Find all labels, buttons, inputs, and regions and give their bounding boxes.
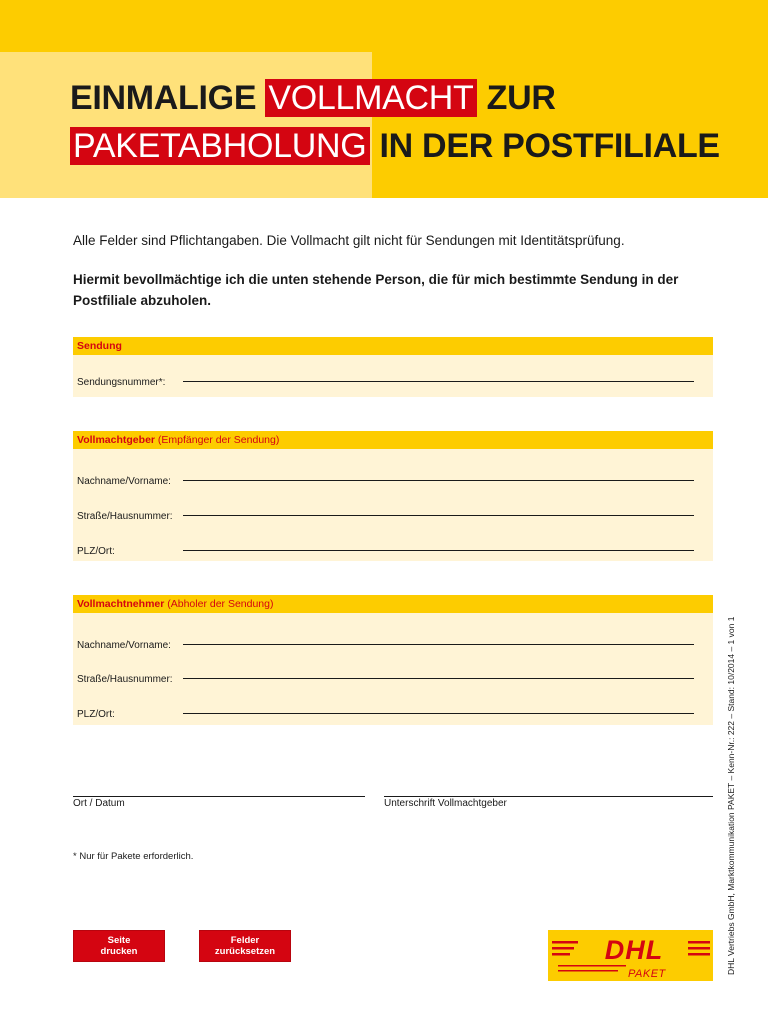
title-word: IN DER POSTFILIALE <box>379 127 720 165</box>
agent-name-field[interactable] <box>183 644 694 645</box>
dhl-logo-graphic <box>548 930 713 981</box>
form-row <box>73 467 713 489</box>
section-vollmachtgeber <box>73 431 713 561</box>
button-label: Seite <box>107 935 131 946</box>
form-row <box>73 502 713 524</box>
intro-text: Alle Felder sind Pflichtangaben. Die Vollmacht gilt nicht für Sendungen mit Identitätsprüfung. <box>73 233 625 248</box>
section-vollmachtnehmer <box>73 595 713 725</box>
button-label: Felder <box>230 935 260 946</box>
form-row <box>73 700 713 722</box>
section-title: Sendung <box>77 340 122 352</box>
section-header <box>73 337 713 355</box>
tracking-number-field[interactable] <box>183 381 694 382</box>
field-label: Sendungsnummer*: <box>77 377 166 388</box>
title-highlight: VOLLMACHT <box>265 79 477 117</box>
field-label: Nachname/Vorname: <box>77 476 171 487</box>
section-header <box>73 431 713 449</box>
grantor-name-field[interactable] <box>183 480 694 481</box>
button-label: zurücksetzen <box>214 946 276 957</box>
place-date-label: Ort / Datum <box>73 798 125 809</box>
authorization-statement: Hiermit bevollmächtige ich die unten stehende Person, die für mich bestimmte Sendung in der Postfiliale abzuholen. <box>73 272 679 308</box>
section-subtitle: (Empfänger der Sendung) <box>157 434 280 446</box>
header-band <box>0 0 768 198</box>
title-line-2 <box>70 122 720 170</box>
place-date-field[interactable] <box>73 796 365 797</box>
agent-zip-city-field[interactable] <box>183 713 694 714</box>
section-subtitle: (Abholer der Sendung) <box>167 598 274 610</box>
signature-field[interactable] <box>384 796 713 797</box>
section-title: Vollmachtnehmer <box>77 598 165 610</box>
title-word: EINMALIGE <box>70 79 257 117</box>
dhl-paket-logo <box>548 930 713 981</box>
title-line-1 <box>70 74 720 122</box>
title-highlight: PAKETABHOLUNG <box>70 127 370 165</box>
form-row <box>73 665 713 687</box>
field-label: PLZ/Ort: <box>77 709 115 720</box>
section-sendung <box>73 337 713 397</box>
document-reference-vertical: DHL Vertriebs GmbH, Marktkommunikation PAKET – Kenn-Nr.: 222 – Stand: 10/2014 – 1 von 1 <box>726 616 736 975</box>
title-word: ZUR <box>486 79 556 117</box>
field-label: Straße/Hausnummer: <box>77 674 173 685</box>
logo-brand-text: DHL <box>604 935 664 965</box>
footnote: * Nur für Pakete erforderlich. <box>73 851 194 862</box>
field-label: Straße/Hausnummer: <box>77 511 173 522</box>
field-label: Nachname/Vorname: <box>77 640 171 651</box>
logo-product-text: PAKET <box>628 968 666 980</box>
grantor-zip-city-field[interactable] <box>183 550 694 551</box>
form-row <box>73 631 713 653</box>
section-header <box>73 595 713 613</box>
grantor-street-field[interactable] <box>183 515 694 516</box>
agent-street-field[interactable] <box>183 678 694 679</box>
form-row <box>73 368 713 390</box>
reset-fields-button[interactable] <box>199 930 291 962</box>
field-label: PLZ/Ort: <box>77 546 115 557</box>
page-title <box>70 74 720 170</box>
print-page-button[interactable] <box>73 930 165 962</box>
button-label: drucken <box>100 946 138 957</box>
signature-label: Unterschrift Vollmachtgeber <box>384 798 507 809</box>
form-row <box>73 537 713 559</box>
section-title: Vollmachtgeber <box>77 434 155 446</box>
